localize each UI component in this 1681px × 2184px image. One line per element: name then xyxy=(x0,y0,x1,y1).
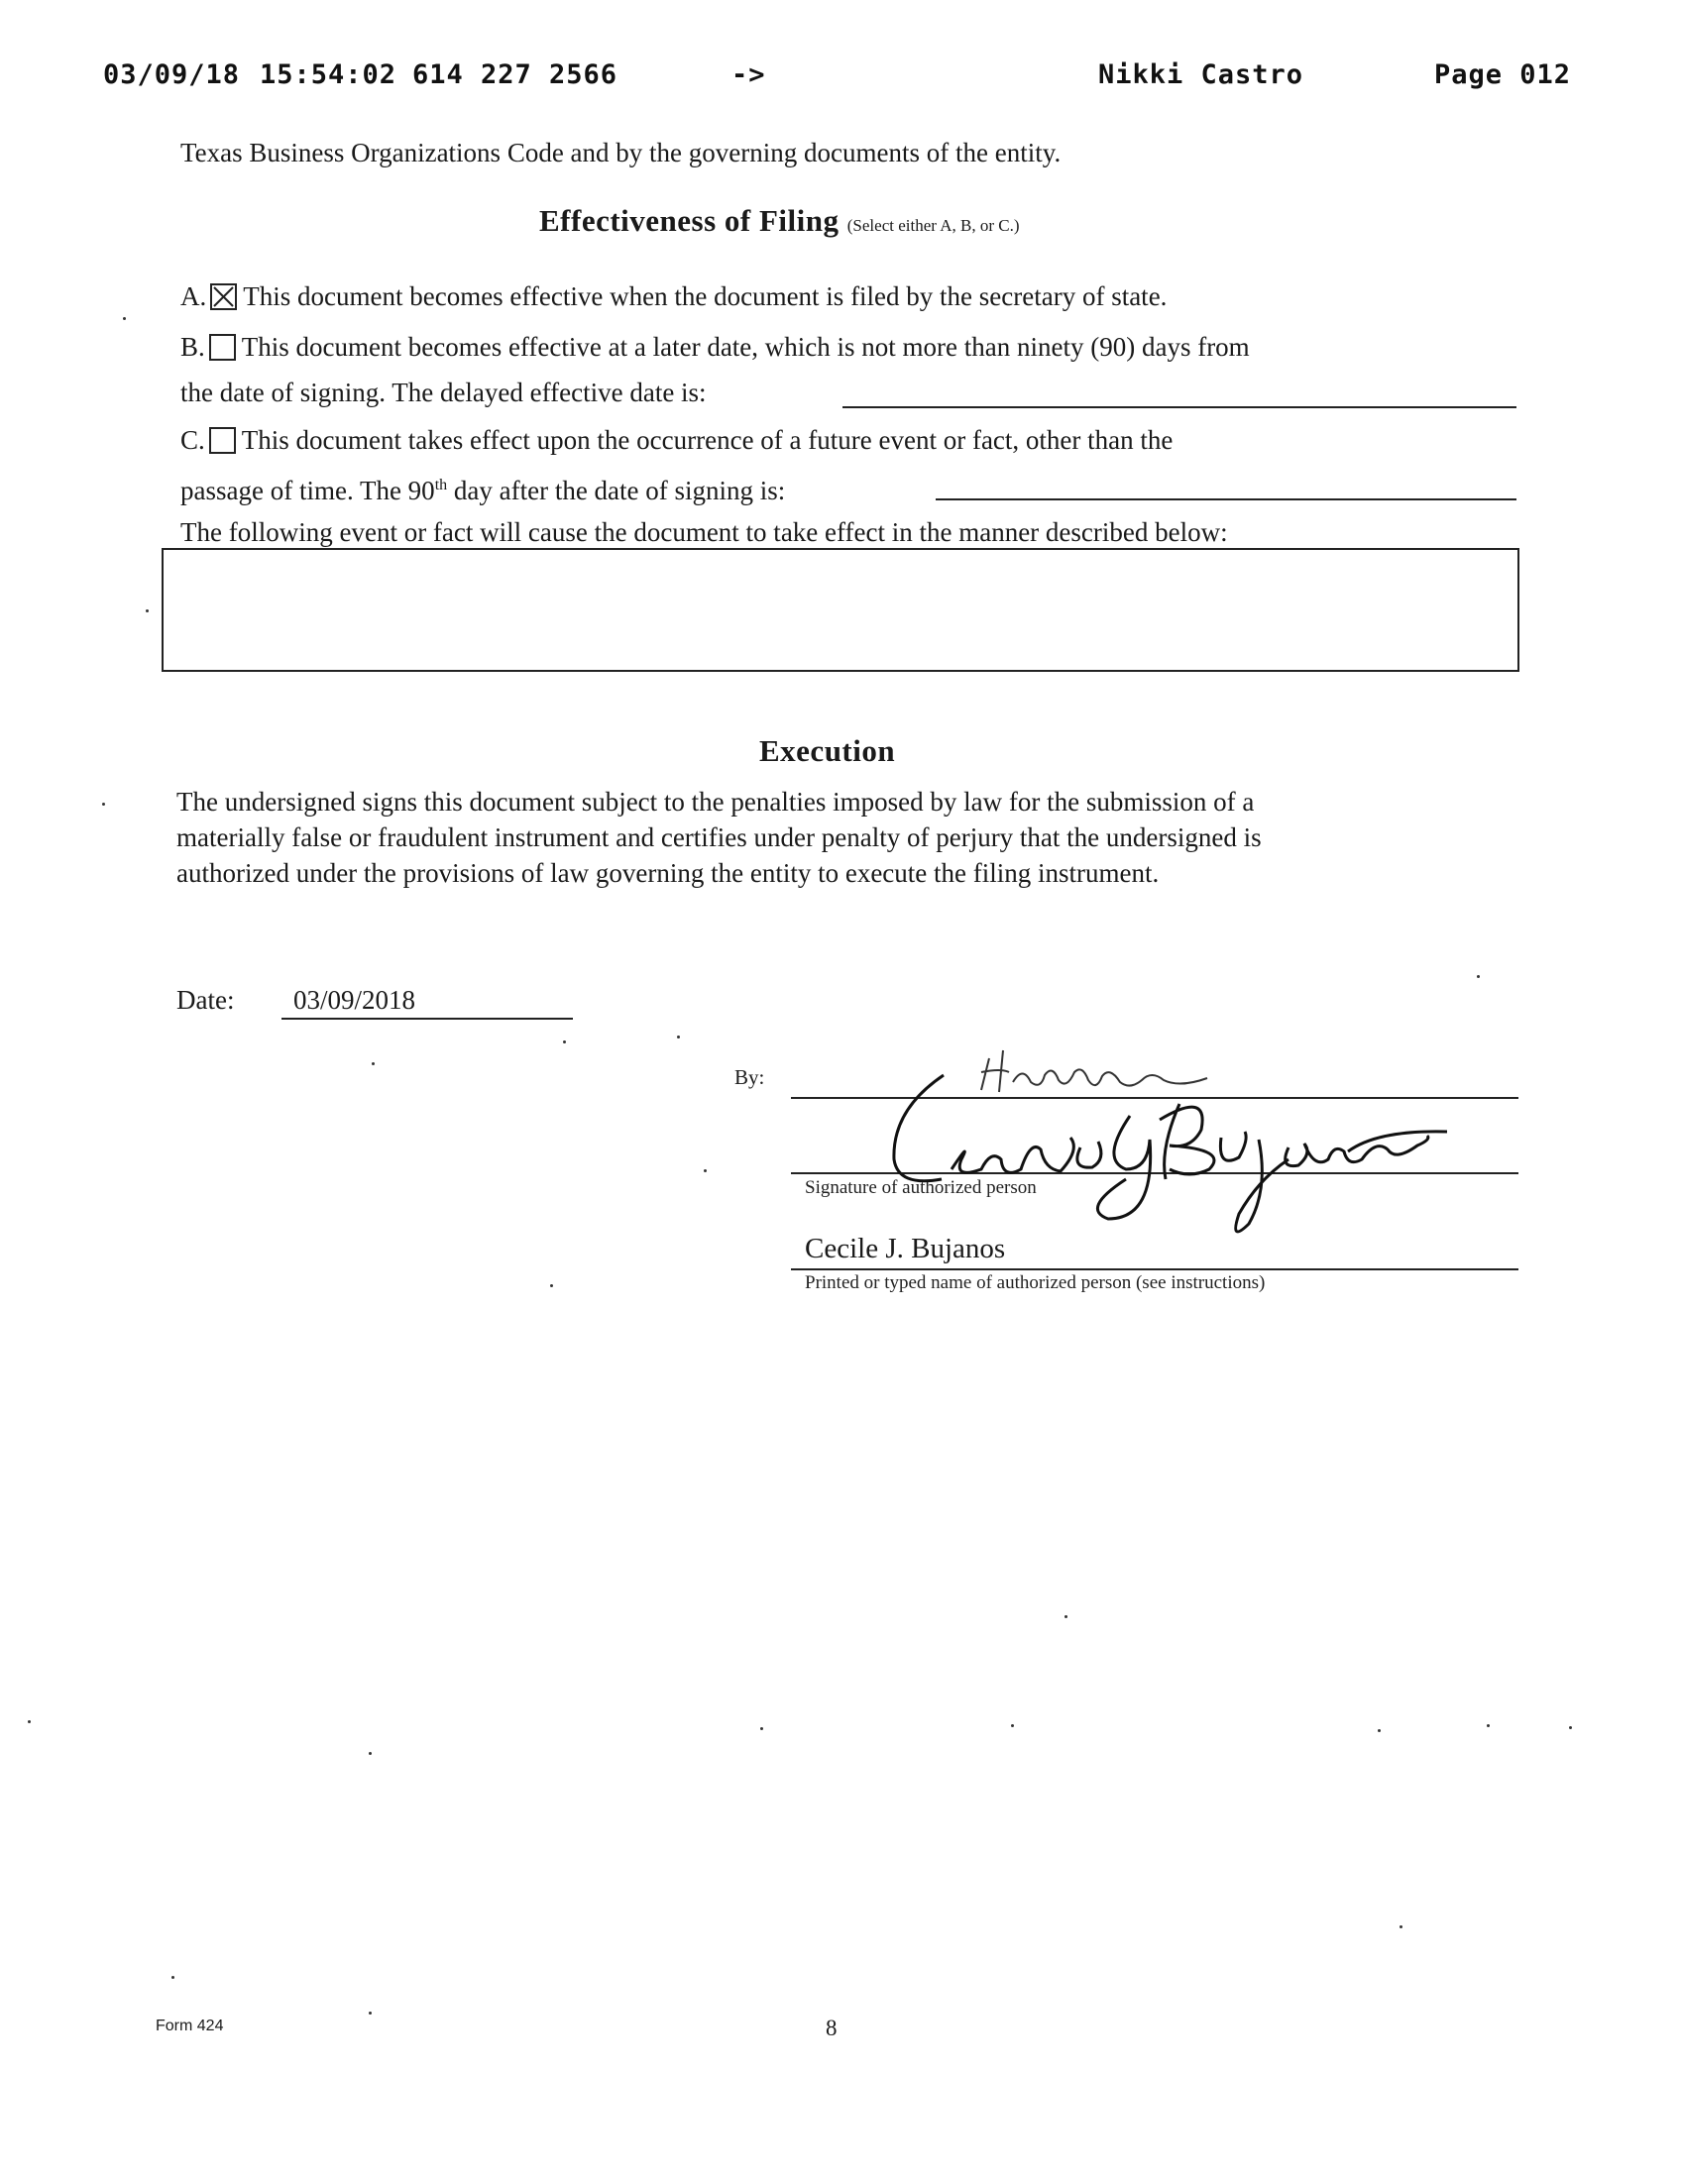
option-c xyxy=(180,423,1173,457)
scan-speck xyxy=(28,1720,31,1723)
option-c-line2 xyxy=(180,469,785,507)
effectiveness-note: (Select either A, B, or C.) xyxy=(846,216,1020,235)
scan-speck xyxy=(1378,1729,1381,1732)
fax-page: Page 012 xyxy=(1434,59,1572,90)
option-c-line2-pre: passage of time. The 90 xyxy=(180,476,435,505)
page-number: 8 xyxy=(826,2016,838,2040)
fax-phone: 614 227 2566 xyxy=(412,59,618,90)
scan-speck xyxy=(146,609,149,612)
fax-time: 15:54:02 xyxy=(260,59,397,90)
date-label: Date: xyxy=(176,985,235,1015)
scan-speck xyxy=(1477,975,1480,978)
effectiveness-title-text: Effectiveness of Filing xyxy=(539,203,840,238)
execution-paragraph-line-2: materially false or fraudulent instrument and certifies under penalty of perjury that the undersigned is xyxy=(176,822,1262,852)
intro-line: Texas Business Organizations Code and by the governing documents of the entity. xyxy=(180,138,1062,167)
date-underline xyxy=(281,1018,573,1020)
printed-name: Cecile J. Bujanos xyxy=(805,1233,1006,1264)
option-b-text: This document becomes effective at a later date, which is not more than ninety (90) days from xyxy=(241,332,1250,362)
execution-title: Execution xyxy=(759,733,896,768)
printed-caption: Printed or typed name of authorized person (see instructions) xyxy=(805,1272,1266,1293)
handwritten-signature-image xyxy=(833,1021,1447,1249)
option-b-line2: the date of signing. The delayed effective date is: xyxy=(180,378,707,407)
option-c-text: This document takes effect upon the occurrence of a future event or fact, other than the xyxy=(241,425,1174,455)
option-c-line2-sup: th xyxy=(434,477,448,493)
scan-speck xyxy=(1011,1724,1014,1727)
effectiveness-title xyxy=(539,203,1020,239)
scan-speck xyxy=(1065,1615,1067,1618)
scan-speck xyxy=(677,1036,680,1038)
checkmark-x-icon xyxy=(212,285,235,308)
option-a-letter: A. xyxy=(180,281,207,311)
by-label: By: xyxy=(734,1065,765,1089)
option-b-letter: B. xyxy=(180,332,205,362)
execution-paragraph-line-1: The undersigned signs this document subject to the penalties imposed by law for the submission of a xyxy=(176,787,1255,817)
option-a-text: This document becomes effective when the document is filed by the secretary of state. xyxy=(243,281,1168,311)
date-value: 03/09/2018 xyxy=(293,985,416,1015)
printed-name-line xyxy=(791,1268,1518,1270)
scan-speck xyxy=(1400,1925,1402,1928)
option-c-letter: C. xyxy=(180,425,205,455)
execution-paragraph-line-3: authorized under the provisions of law governing the entity to execute the filing instrument. xyxy=(176,858,1160,888)
scan-speck xyxy=(171,1976,174,1979)
scan-speck xyxy=(563,1040,566,1043)
fax-date: 03/09/18 xyxy=(103,59,241,90)
scan-speck xyxy=(369,2012,372,2015)
option-b xyxy=(180,330,1250,364)
option-a-checkbox[interactable] xyxy=(210,283,237,310)
event-line: The following event or fact will cause the document to take effect in the manner described below: xyxy=(180,517,1228,547)
form-number: Form 424 xyxy=(156,2018,224,2034)
scan-speck xyxy=(760,1727,763,1730)
delayed-date-field[interactable] xyxy=(842,406,1516,408)
option-a xyxy=(180,279,1167,313)
scan-speck xyxy=(550,1284,553,1287)
event-description-box[interactable] xyxy=(162,548,1519,672)
scan-speck xyxy=(369,1752,372,1755)
fax-recipient: Nikki Castro xyxy=(1098,59,1304,90)
option-c-checkbox[interactable] xyxy=(209,427,236,454)
signature-caption: Signature of authorized person xyxy=(805,1177,1037,1198)
ninetieth-day-field[interactable] xyxy=(936,498,1516,500)
option-b-checkbox[interactable] xyxy=(209,334,236,361)
scan-speck xyxy=(1487,1724,1490,1727)
fax-arrow: -> xyxy=(731,59,766,90)
scan-speck xyxy=(123,317,126,320)
option-c-line2-post: day after the date of signing is: xyxy=(447,476,786,505)
scan-speck xyxy=(102,803,105,806)
scan-speck xyxy=(1569,1726,1572,1729)
scan-speck xyxy=(704,1169,707,1172)
scan-speck xyxy=(372,1062,375,1065)
